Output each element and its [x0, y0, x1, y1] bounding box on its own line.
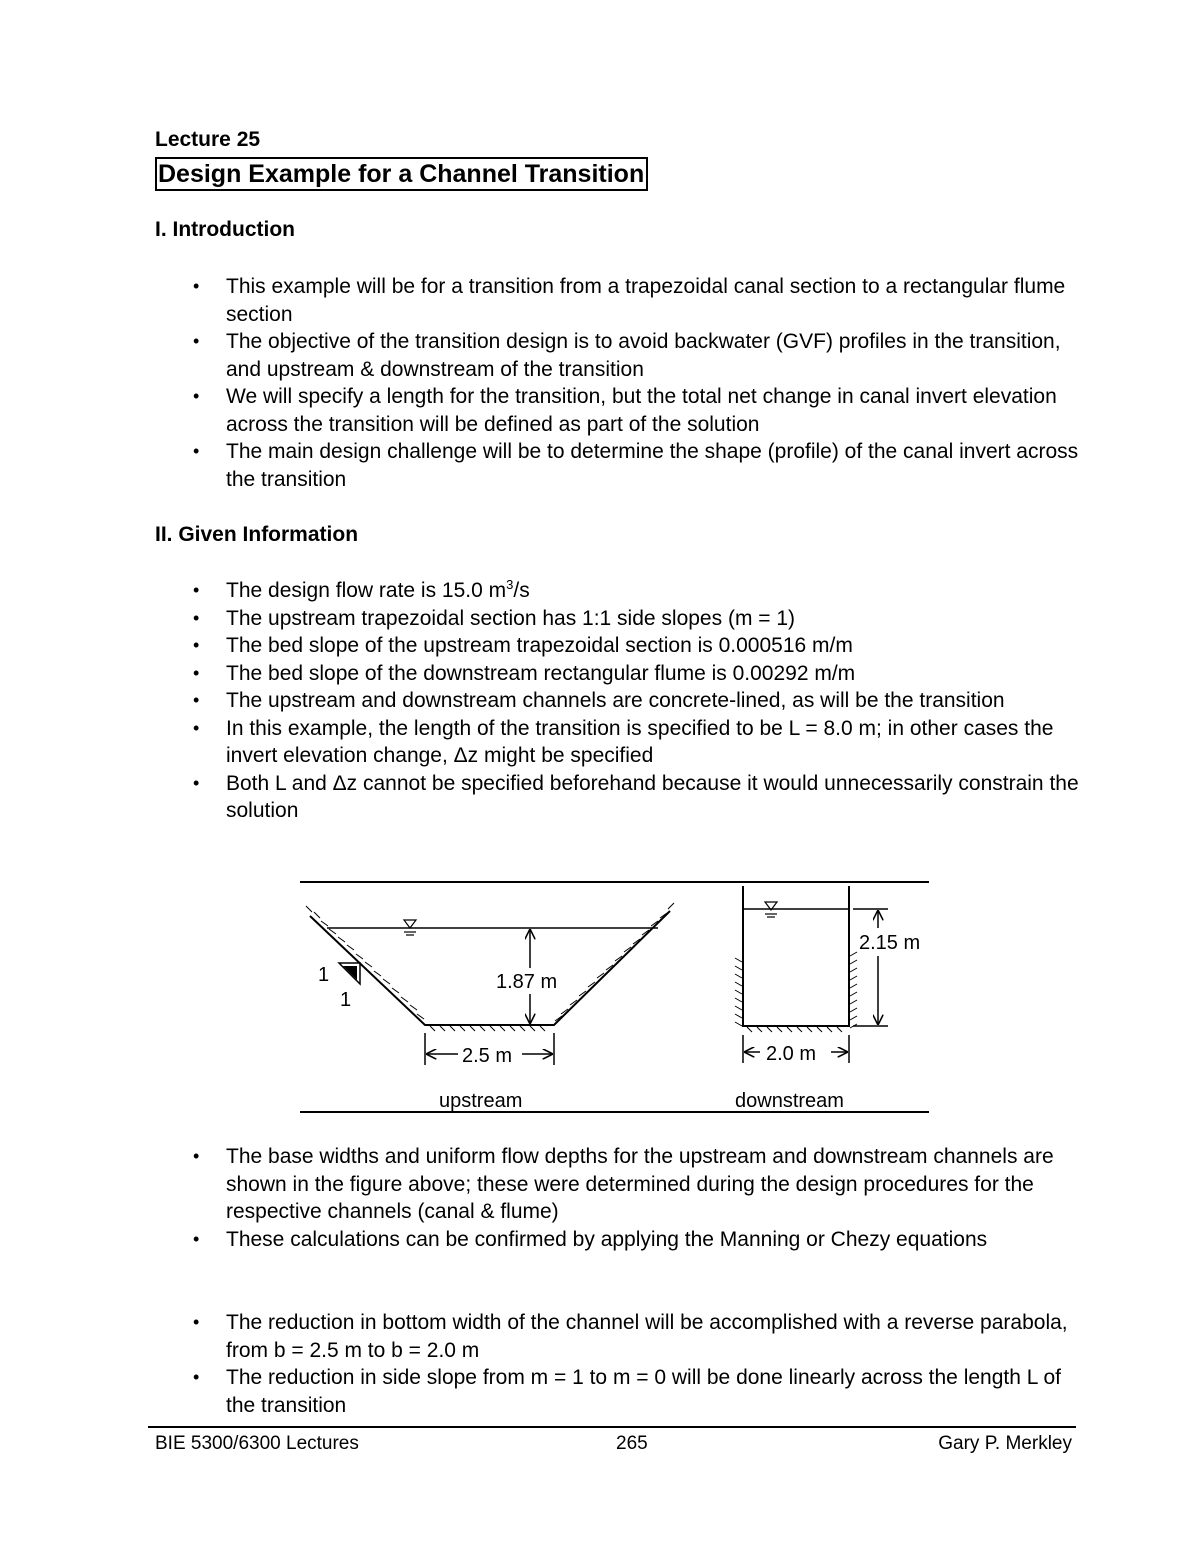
- downstream-rectangle-section: [735, 886, 920, 1112]
- list-item: • These calculations can be confirmed by applying the Manning or Chezy equations: [0, 1226, 1086, 1254]
- slope-rise-label: 1: [318, 964, 330, 986]
- channel-cross-section-figure: [298, 878, 932, 1118]
- upstream-depth-label: 1.87 m: [496, 971, 558, 993]
- lecture-label: Lecture 25: [155, 128, 261, 151]
- list-item: • The reduction in bottom width of the channel will be accomplished with a reverse parabola, from b = 2.5 m to b = 2.0 m: [0, 1309, 1086, 1364]
- list-item: • The upstream and downstream channels are concrete-lined, as will be the transition: [0, 687, 1086, 715]
- soil-hatching-downstream-bottom: [747, 1027, 842, 1032]
- soil-hatching-downstream-left: [735, 958, 742, 1026]
- list-item: • The bed slope of the upstream trapezoidal section is 0.000516 m/m: [0, 632, 1086, 660]
- list-item: • We will specify a length for the transition, but the total net change in canal invert elevation across the transition will be defined as part of the solution: [0, 383, 1086, 438]
- list-item: • The main design challenge will be to determine the shape (profile) of the canal invert across the transition: [0, 438, 1086, 493]
- footer-divider: [148, 1426, 1076, 1428]
- list-item: • The base widths and uniform flow depths for the upstream and downstream channels are shown in the figure above; these were determined during the design procedures for the respective channels (canal & flume): [0, 1143, 1086, 1226]
- list-item: • Both L and Δz cannot be specified beforehand because it would unnecessarily constrain the solution: [0, 770, 1086, 825]
- list-item: • The bed slope of the downstream rectangular flume is 0.00292 m/m: [0, 660, 1086, 688]
- upstream-trapezoid-section: [306, 903, 674, 1112]
- flow-rate-text: The design flow rate is 15.0 m: [226, 579, 507, 602]
- list-item: • The objective of the transition design is to avoid backwater (GVF) profiles in the transition, and upstream & downstream of the transition: [0, 328, 1086, 383]
- soil-hatching-bottom: [430, 1026, 545, 1031]
- flow-rate-exponent: 3: [506, 577, 514, 592]
- transition-approach-list: [0, 1309, 1200, 1419]
- footer-page-number: 265: [616, 1433, 648, 1454]
- upstream-caption: upstream: [439, 1090, 523, 1112]
- figure-notes-list: [0, 1143, 1200, 1253]
- section-heading-introduction: I. Introduction: [155, 218, 295, 241]
- downstream-width-label: 2.0 m: [766, 1043, 817, 1065]
- rectangle-outline: [743, 886, 849, 1026]
- list-item: • The reduction in side slope from m = 1 to m = 0 will be done linearly across the length L of the transition: [0, 1364, 1086, 1419]
- slope-run-label: 1: [340, 989, 352, 1011]
- introduction-list: [0, 273, 1200, 493]
- soil-hatching-right: [555, 903, 674, 1021]
- footer-course: BIE 5300/6300 Lectures: [155, 1433, 359, 1454]
- list-item-flow-rate: [0, 577, 1086, 605]
- section-heading-given-information: II. Given Information: [155, 523, 359, 546]
- flow-rate-unit: /s: [513, 579, 530, 602]
- upstream-width-label: 2.5 m: [462, 1045, 513, 1067]
- soil-hatching-downstream-right: [850, 952, 857, 1028]
- given-information-list: [0, 577, 1200, 825]
- page-title: Design Example for a Channel Transition: [155, 157, 648, 191]
- list-item: • The upstream trapezoidal section has 1:1 side slopes (m = 1): [0, 605, 1086, 633]
- downstream-depth-label: 2.15 m: [859, 932, 921, 954]
- slope-indicator: [339, 963, 360, 984]
- footer-author: Gary P. Merkley: [938, 1433, 1072, 1454]
- list-item: • This example will be for a transition from a trapezoidal canal section to a rectangular flume section: [0, 273, 1086, 328]
- list-item: • In this example, the length of the transition is specified to be L = 8.0 m; in other cases the invert elevation change, Δz might be specified: [0, 715, 1086, 770]
- downstream-caption: downstream: [735, 1090, 844, 1112]
